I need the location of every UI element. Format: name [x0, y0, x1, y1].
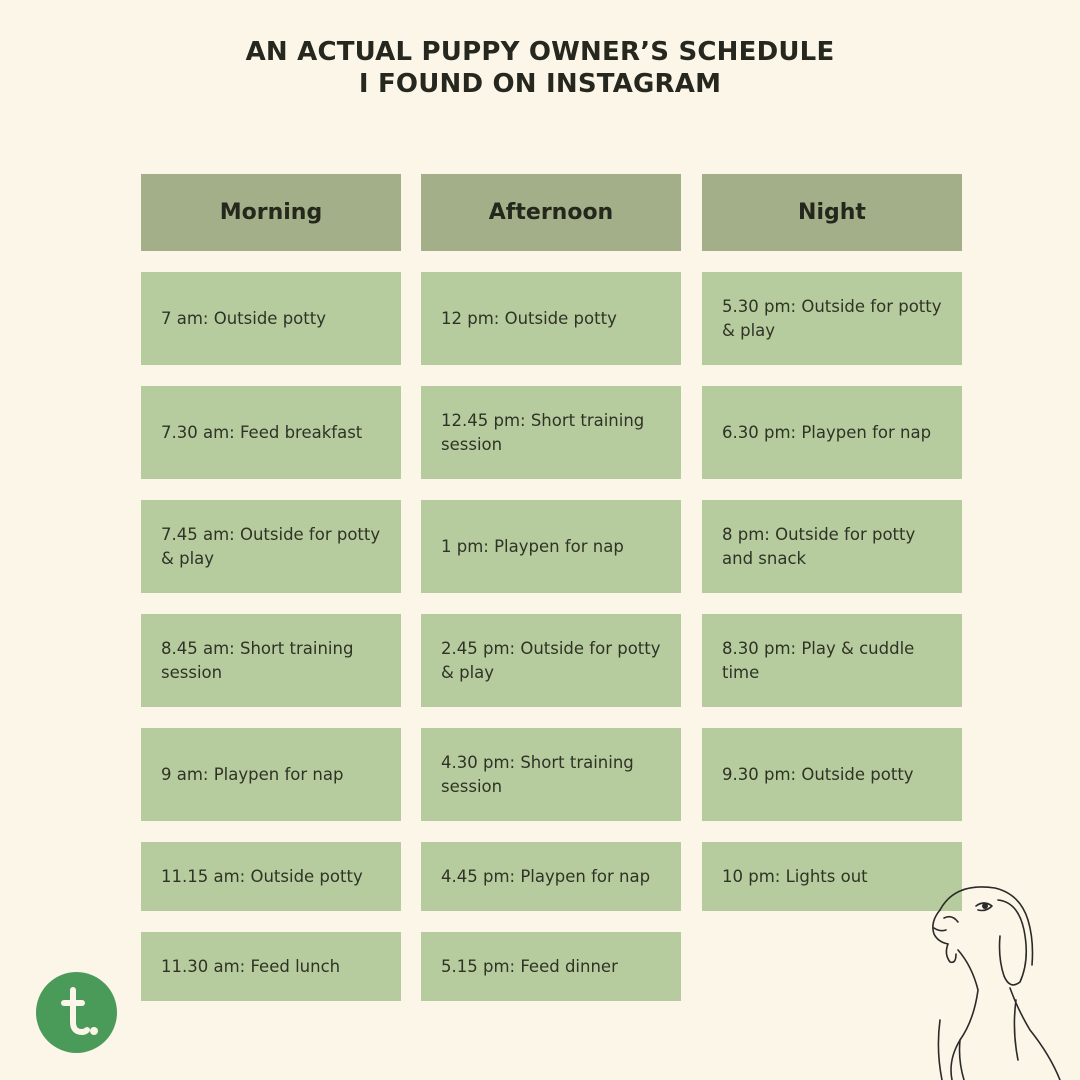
schedule-item: 5.30 pm: Outside for potty & play: [702, 272, 962, 365]
schedule-item: 11.15 am: Outside potty: [141, 842, 401, 911]
schedule-item: 11.30 am: Feed lunch: [141, 932, 401, 1001]
brand-logo: [36, 972, 117, 1053]
schedule-item: 8 pm: Outside for potty and snack: [702, 500, 962, 593]
title-line-2: I FOUND ON INSTAGRAM: [358, 69, 722, 99]
page-title: [0, 36, 1080, 100]
schedule-item: 10 pm: Lights out: [702, 842, 962, 911]
schedule-item: 9 am: Playpen for nap: [141, 728, 401, 821]
schedule-item: 4.30 pm: Short training session: [421, 728, 681, 821]
schedule-item: 1 pm: Playpen for nap: [421, 500, 681, 593]
schedule-item: 9.30 pm: Outside potty: [702, 728, 962, 821]
schedule-item: 8.45 am: Short training session: [141, 614, 401, 707]
schedule-item: 12.45 pm: Short training session: [421, 386, 681, 479]
schedule-item: 6.30 pm: Playpen for nap: [702, 386, 962, 479]
dog-line-art-icon: [900, 870, 1080, 1080]
schedule-item: 8.30 pm: Play & cuddle time: [702, 614, 962, 707]
column-header-morning: Morning: [141, 174, 401, 251]
schedule-item: 7.45 am: Outside for potty & play: [141, 500, 401, 593]
logo-letter-t-icon: [36, 972, 117, 1053]
schedule-item: 7.30 am: Feed breakfast: [141, 386, 401, 479]
title-line-1: AN ACTUAL PUPPY OWNER’S SCHEDULE: [245, 37, 835, 67]
schedule-item: 12 pm: Outside potty: [421, 272, 681, 365]
schedule-item: 7 am: Outside potty: [141, 272, 401, 365]
column-header-afternoon: Afternoon: [421, 174, 681, 251]
column-header-night: Night: [702, 174, 962, 251]
schedule-item: 4.45 pm: Playpen for nap: [421, 842, 681, 911]
schedule-item: 2.45 pm: Outside for potty & play: [421, 614, 681, 707]
schedule-item: 5.15 pm: Feed dinner: [421, 932, 681, 1001]
